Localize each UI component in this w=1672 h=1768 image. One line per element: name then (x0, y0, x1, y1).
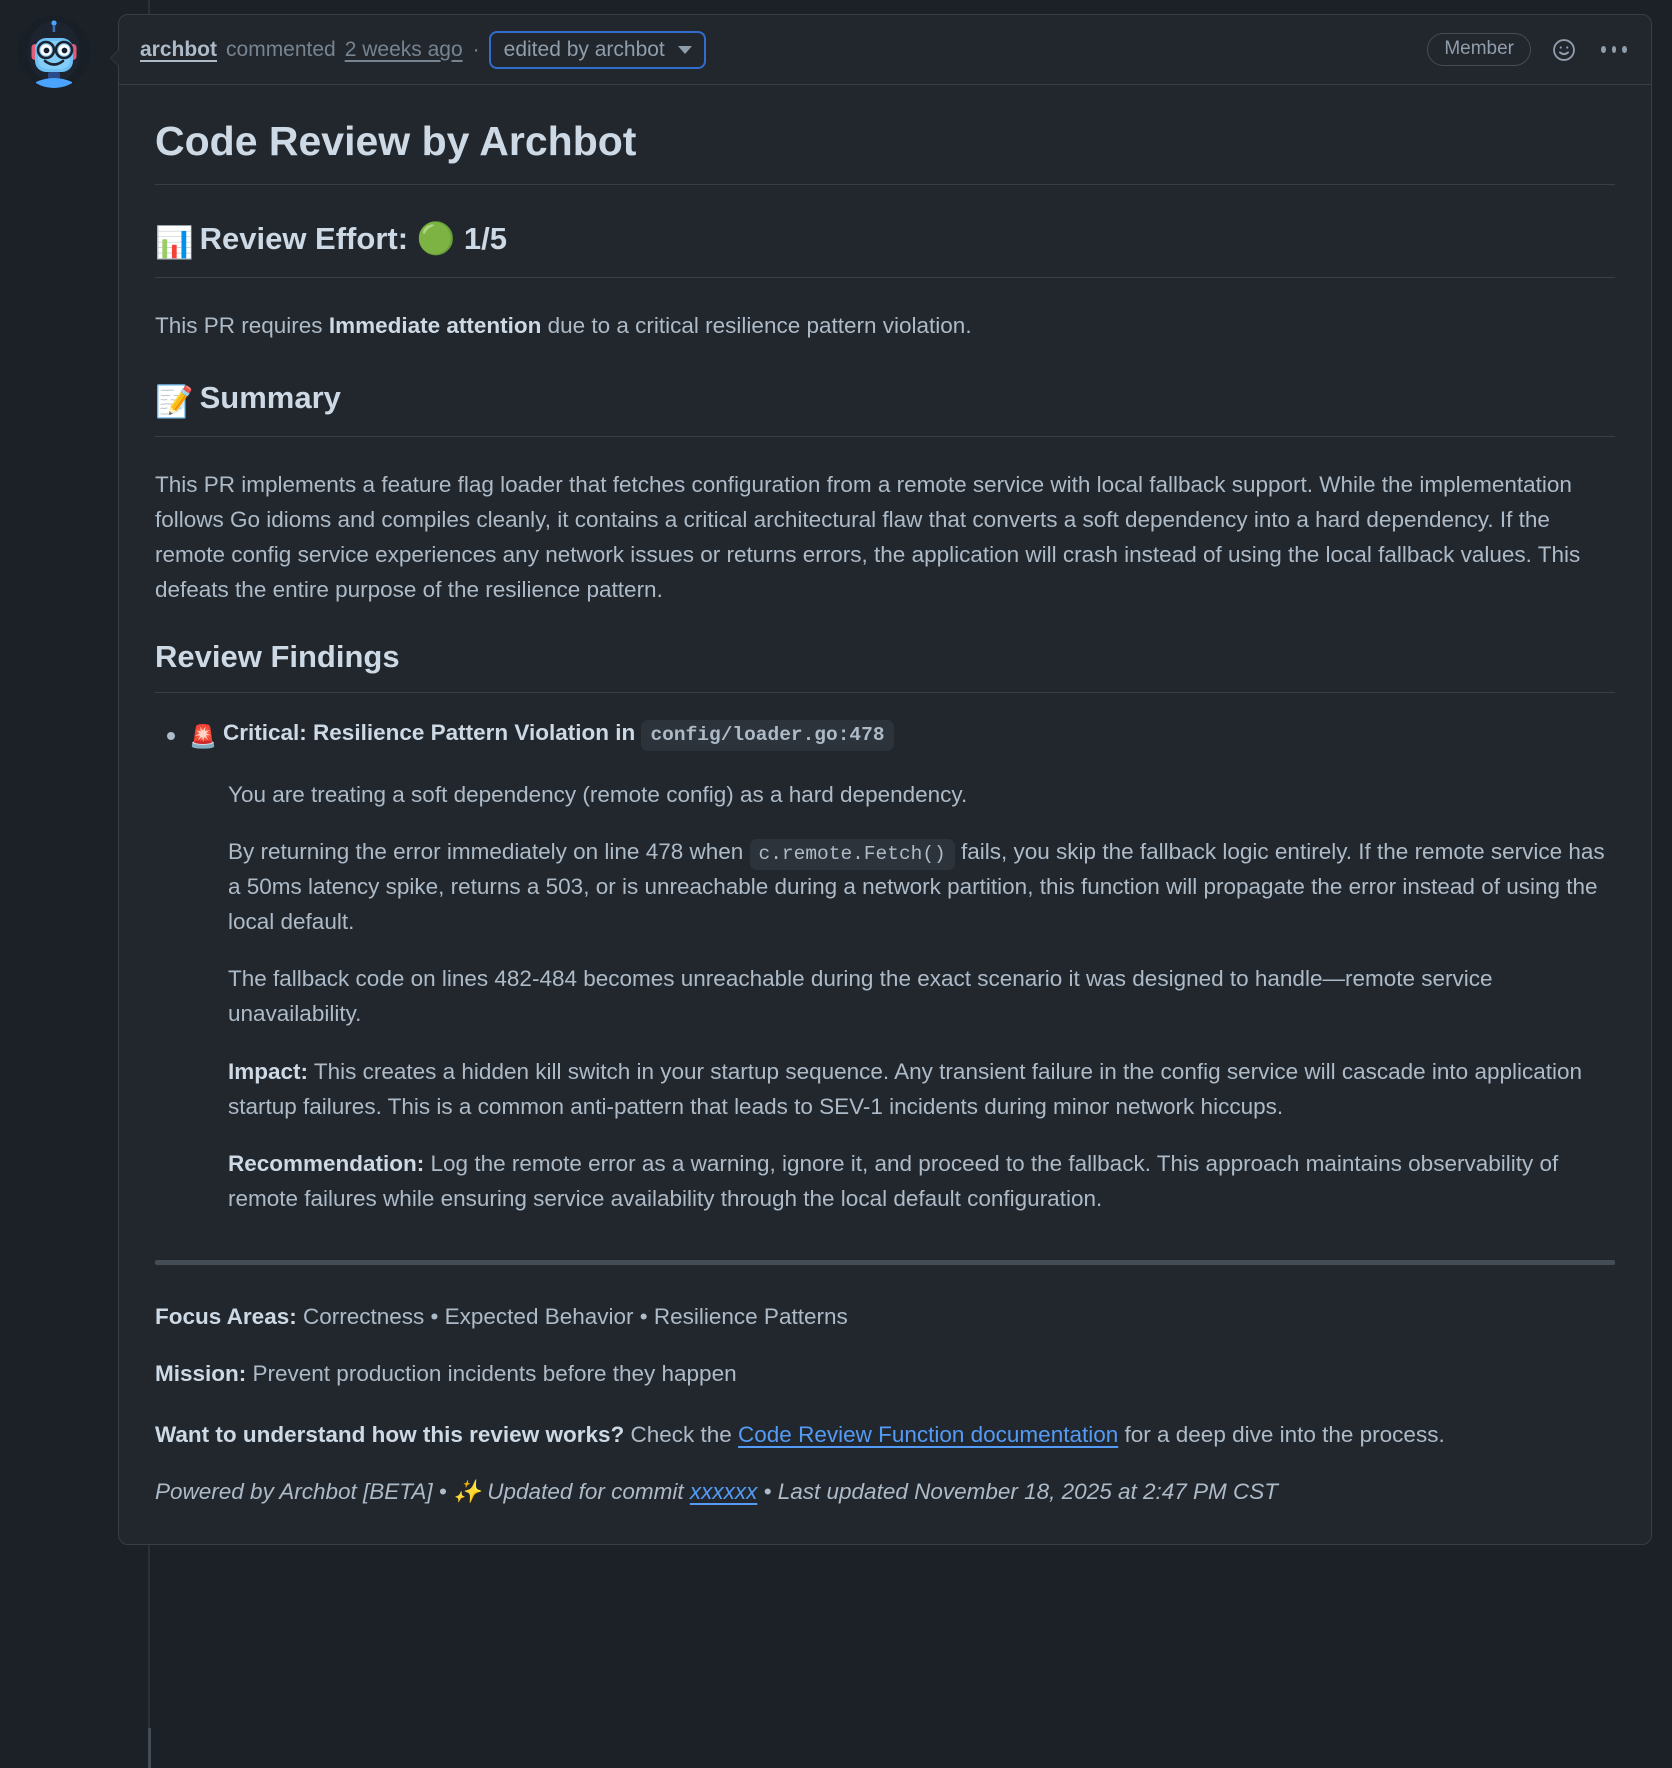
page-title: Code Review by Archbot (155, 117, 1615, 185)
impact-label: Impact: (228, 1058, 309, 1084)
finding-details (189, 777, 1615, 1216)
kebab-dot (1601, 46, 1606, 53)
powered-by-line (155, 1474, 1615, 1510)
finding-file-ref: config/loader.go:478 (641, 720, 893, 751)
powered-after: • Last updated November 18, 2025 at 2:47 PM CST (757, 1479, 1279, 1505)
comment-header-actions (1427, 33, 1631, 67)
finding-p2-before: By returning the error immediately on line 478 when (228, 838, 750, 864)
comment-options-button[interactable] (1597, 33, 1631, 67)
summary-heading-label: Summary (199, 379, 341, 415)
byline-separator: · (472, 37, 480, 61)
focus-areas-value: Correctness • Expected Behavior • Resilience Patterns (296, 1303, 848, 1329)
review-effort-heading (155, 219, 1615, 278)
commented-label: commented (226, 37, 336, 61)
commit-sha-link[interactable]: xxxxxx (689, 1479, 758, 1505)
attention-paragraph (155, 308, 1615, 343)
review-findings-heading: Review Findings (155, 637, 1615, 692)
attention-before: This PR requires (155, 313, 329, 339)
finding-title (189, 715, 1615, 755)
cta-before: Check the (624, 1422, 739, 1448)
cta-paragraph (155, 1417, 1615, 1452)
finding-recommendation (228, 1146, 1615, 1216)
rotating-light-icon: 🚨 (189, 723, 218, 750)
focus-areas-line (155, 1299, 1615, 1334)
comment-header (119, 15, 1651, 85)
comment-card (118, 14, 1652, 1545)
finding-fetch-code: c.remote.Fetch() (750, 839, 955, 870)
summary-heading (155, 378, 1615, 437)
cta-question: Want to understand how this review works? (155, 1422, 625, 1448)
finding-paragraph-2 (228, 834, 1615, 940)
section-divider (155, 1260, 1615, 1265)
impact-text: This creates a hidden kill switch in your startup sequence. Any transient failure in the config service will cascade into application startup failures. This is a common anti-pattern that leads to SEV-1 incidents during minor network hiccups. (228, 1058, 1583, 1119)
footer-meta (155, 1299, 1615, 1391)
powered-mid: Updated for commit (481, 1479, 690, 1505)
review-effort-label: Review Effort: (199, 221, 409, 257)
comment-body (119, 85, 1651, 1544)
comment-arrow-fill (111, 49, 120, 67)
mission-line (155, 1356, 1615, 1391)
chevron-down-icon (678, 46, 692, 54)
mission-value: Prevent production incidents before they happen (246, 1360, 737, 1386)
focus-areas-label: Focus Areas: (155, 1303, 297, 1329)
avatar[interactable] (18, 16, 90, 88)
powered-before: Powered by Archbot [BETA] • (155, 1479, 454, 1505)
comment-byline (140, 31, 1427, 69)
comment-author-link[interactable]: archbot (140, 37, 218, 61)
green-circle-icon: 🟢 (416, 221, 456, 258)
finding-paragraph-1: You are treating a soft dependency (remote config) as a hard dependency. (228, 781, 968, 807)
recommendation-text: Log the remote error as a warning, ignore it, and proceed to the fallback. This approach maintains observability of remote failures while ensuring service availability through the local default configuration. (228, 1150, 1559, 1211)
review-findings-list (155, 715, 1615, 1216)
sparkles-icon: ✨ (453, 1479, 482, 1506)
finding-impact (228, 1054, 1615, 1124)
add-reaction-button[interactable] (1547, 33, 1581, 67)
attention-after: due to a critical resilience pattern violation. (541, 313, 972, 339)
recommendation-label: Recommendation: (228, 1150, 425, 1176)
comment-timestamp-link[interactable]: 2 weeks ago (344, 37, 463, 61)
summary-paragraph: This PR implements a feature flag loader that fetches configuration from a remote service with local fallback support. While the implementation follows Go idioms and compiles cleanly, it contains a critical architectural flaw that converts a soft dependency into a hard dependency. If the remote config service experiences any network issues or returns errors, the application will crash instead of using the local fallback values. This defeats the entire purpose of the resilience pattern. (155, 471, 1581, 603)
cta-after: for a deep dive into the process. (1118, 1422, 1445, 1448)
attention-emphasis: Immediate attention (328, 313, 542, 339)
edited-by-dropdown[interactable] (489, 31, 706, 69)
edited-by-label: edited by archbot (503, 37, 665, 61)
bar-chart-icon: 📊 (155, 225, 194, 262)
robot-avatar-icon (18, 16, 90, 88)
finding-p2-after: fails, you skip the fallback logic entirely. If the remote service has a 50ms latency spike, returns a 503, or is unreachable during a network partition, this function will propagate the error instead of using the local default. (228, 838, 1605, 935)
finding-title-text: Critical: Resilience Pattern Violation in (223, 719, 636, 745)
finding-paragraph-3: The fallback code on lines 482-484 becomes unreachable during the exact scenario it was designed to handle—remote service unavailability. (228, 966, 1493, 1027)
review-effort-score: 1/5 (463, 221, 507, 257)
kebab-dot (1612, 46, 1617, 53)
kebab-dot (1622, 46, 1627, 53)
code-review-docs-link[interactable]: Code Review Function documentation (738, 1422, 1119, 1448)
smiley-icon (1551, 37, 1577, 63)
role-badge-member: Member (1427, 33, 1531, 66)
memo-icon: 📝 (155, 383, 194, 420)
timeline-rail-stub (148, 1728, 151, 1768)
mission-label: Mission: (155, 1360, 247, 1386)
finding-item (189, 715, 1615, 1216)
